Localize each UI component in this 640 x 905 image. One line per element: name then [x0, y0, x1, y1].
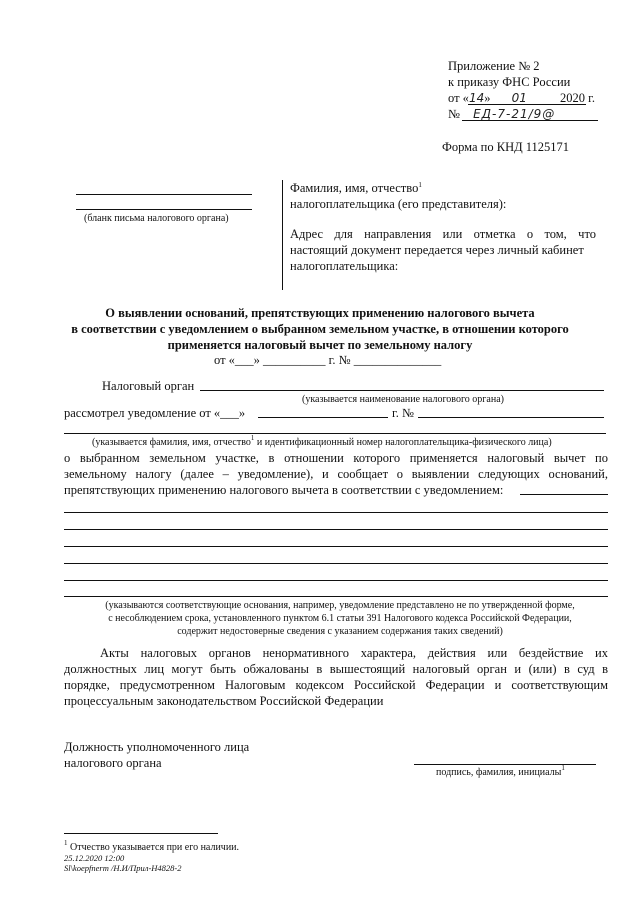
footnote-ref: 1	[418, 181, 422, 189]
footnote-number: 1	[64, 839, 68, 847]
person-caption-a: (указывается фамилия, имя, отчество	[92, 437, 251, 448]
person-footnote-ref: 1	[250, 434, 255, 442]
blank-line-2	[76, 209, 252, 210]
grounds-line-6	[64, 596, 608, 597]
grounds-caption-2: с несоблюдением срока, установленного пунктом 6.1 статьи 391 Налогового кодекса Российской Федерации,	[108, 613, 572, 624]
paragraph-line-2: земельному налогу (далее – уведомление), и сообщает о выявлении следующих оснований,	[64, 467, 608, 481]
form-code: Форма по КНД 1125171	[442, 140, 570, 154]
footnote-body: Отчество указывается при его наличии.	[67, 842, 240, 853]
date-underline	[468, 104, 586, 105]
handwritten-number: ЕД-7-21/9@	[473, 107, 556, 121]
considered-date-line	[258, 417, 388, 418]
grounds-caption-3: содержит недостоверные сведения с указанием содержания таких сведений)	[177, 626, 503, 637]
acts-line-1: Акты налоговых органов ненормативного характера, действия или бездействие их	[100, 646, 608, 660]
print-stamp-date: 25.12.2020 12:00	[64, 853, 125, 863]
acts-line-4: процессуальным законодательством Российской Федерации	[64, 694, 384, 708]
date-prefix: от «	[448, 91, 469, 105]
signature-footnote-ref: 1	[561, 764, 565, 772]
appendix-label: Приложение № 2	[448, 59, 540, 73]
grounds-line-4	[64, 563, 608, 564]
grounds-line-3	[64, 546, 608, 547]
print-stamp-path: Sl\koepfnerm /Н.И/Прил-Н4828-2	[64, 863, 182, 873]
grounds-caption-1: (указываются соответствующие основания, например, уведомление представлено не по утвержденной форме,	[105, 600, 575, 611]
number-underline	[462, 120, 598, 121]
person-line	[64, 433, 606, 434]
title-date-line: от «___» __________ г. № ______________	[214, 353, 442, 367]
address-line-3: налогоплательщика:	[290, 259, 399, 273]
acts-line-3: порядке, предусмотренном Налоговым кодексом Российской Федерации и соответствующим	[64, 678, 608, 692]
addressee-name-text: Фамилия, имя, отчество	[290, 181, 419, 195]
grounds-line-0	[520, 494, 608, 495]
considered-label: рассмотрел уведомление от «___»	[64, 406, 246, 420]
signature-position-1: Должность уполномоченного лица	[64, 740, 250, 754]
signature-caption-text: подпись, фамилия, инициалы	[436, 767, 562, 778]
paragraph-line-1: о выбранном земельном участке, в отношении которого применяется налоговый вычет по	[64, 451, 608, 465]
addressee-taxpayer-label: налогоплательщика (его представителя):	[290, 197, 507, 211]
order-label: к приказу ФНС России	[448, 75, 571, 89]
signature-caption	[436, 766, 565, 779]
block-divider	[282, 180, 283, 290]
considered-number-label: г. №	[392, 406, 414, 420]
tax-organ-line	[200, 390, 604, 391]
handwritten-day: 14	[468, 91, 485, 105]
title-line-2: в соответствии с уведомлением о выбранном земельном участке, в отношении которого	[71, 322, 569, 336]
person-caption-b: и идентификационный номер налогоплательщика-физического лица)	[254, 437, 552, 448]
date-year: 2020 г.	[560, 91, 595, 105]
addressee-name-label	[290, 180, 422, 196]
blank-line-1	[76, 194, 252, 195]
tax-organ-caption: (указывается наименование налогового органа)	[302, 394, 504, 405]
title-line-1: О выявлении оснований, препятствующих применению налогового вычета	[105, 306, 535, 320]
title-line-3: применяется налоговый вычет по земельному налогу	[167, 338, 473, 352]
date-sep: »	[484, 91, 491, 105]
paragraph-line-3: препятствующих применению налогового вычета в соответствии с уведомлением:	[64, 483, 504, 497]
grounds-line-5	[64, 580, 608, 581]
person-caption	[92, 436, 552, 449]
grounds-line-1	[64, 512, 608, 513]
address-line-2: настоящий документ передается через личный кабинет	[290, 243, 584, 257]
acts-line-2: должностных лиц могут быть обжалованы в вышестоящий налоговый орган и (или) в суд в	[64, 662, 608, 676]
signature-position-2: налогового органа	[64, 756, 162, 770]
considered-number-line	[418, 417, 604, 418]
footnote-separator	[64, 833, 218, 834]
tax-organ-label: Налоговый орган	[102, 379, 195, 393]
signature-line	[414, 764, 596, 765]
grounds-line-2	[64, 529, 608, 530]
handwritten-month: 01	[511, 91, 527, 105]
number-prefix: №	[448, 107, 460, 121]
address-line-1: Адрес для направления или отметка о том, что	[290, 227, 596, 241]
blank-caption: (бланк письма налогового органа)	[84, 213, 229, 224]
